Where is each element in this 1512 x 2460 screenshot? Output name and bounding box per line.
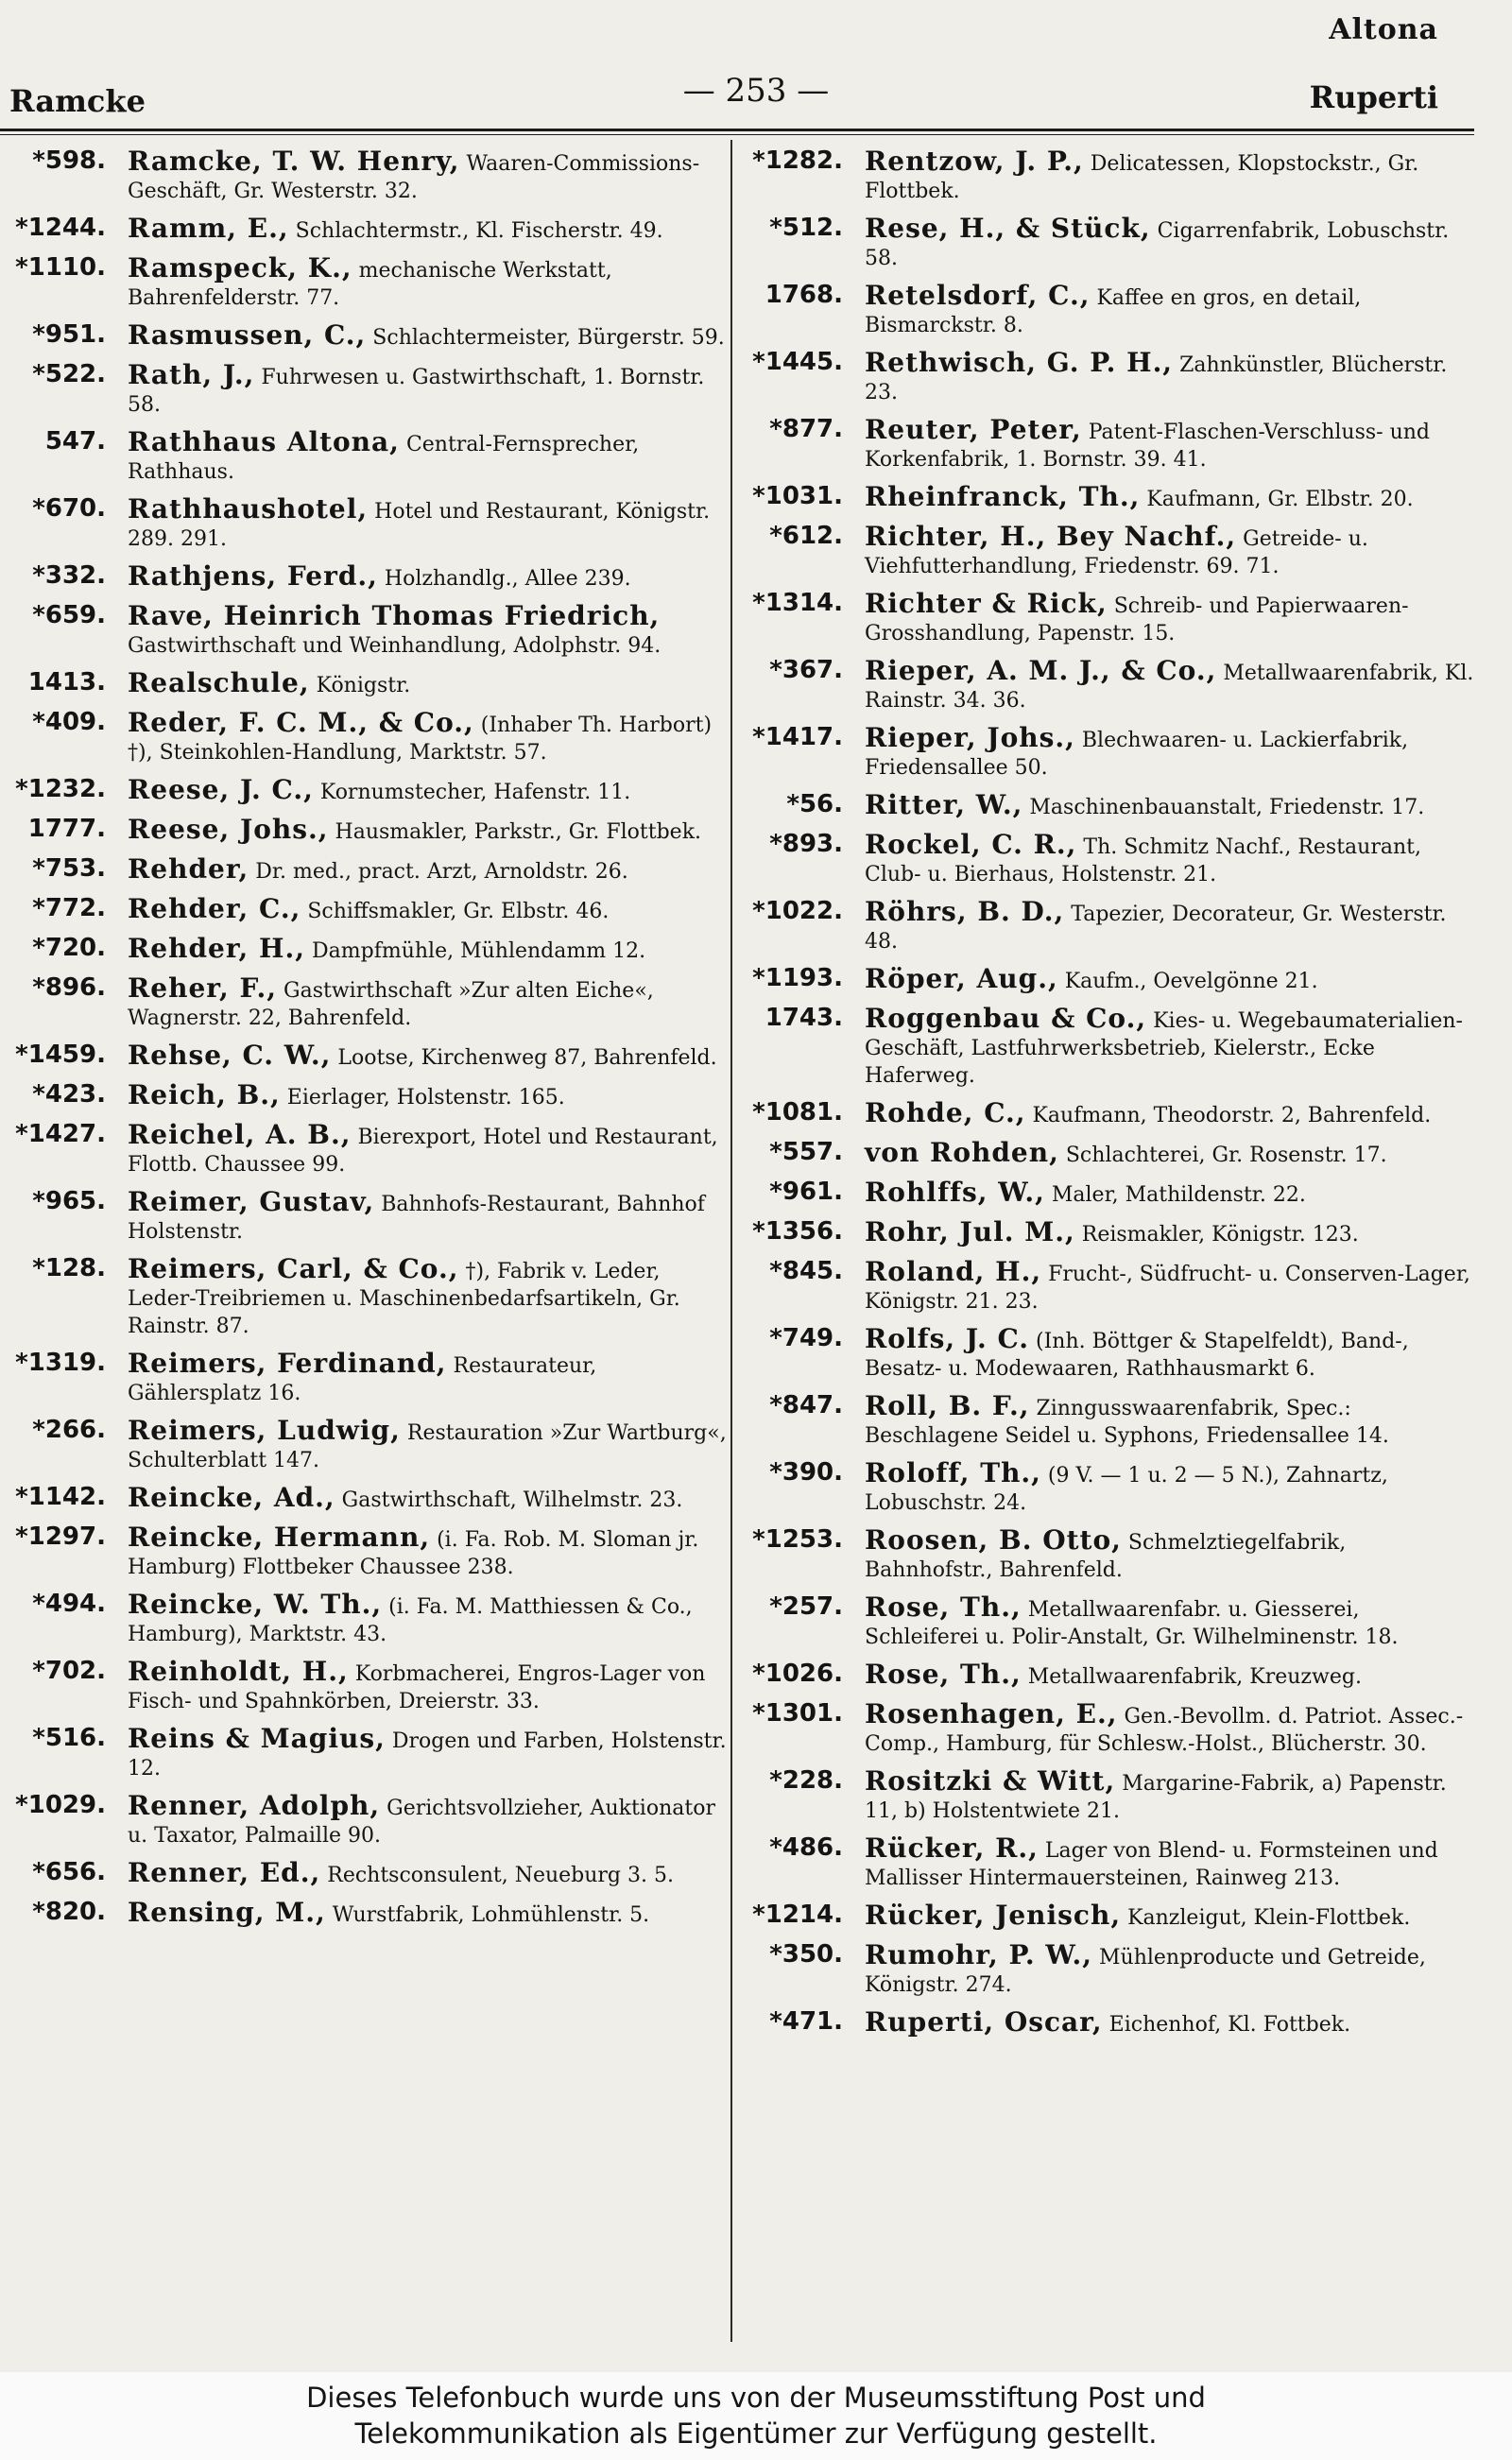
subscriber-name: Rose, Th.,	[865, 1659, 1022, 1690]
subscriber-name: Rathhaus Altona,	[128, 426, 400, 457]
subscriber-details: †), Fabrik v. Leder, Leder-Treibriemen u. Maschinenbedarfsartikeln, Gr. Rainstr. 87.	[128, 1260, 680, 1338]
subscriber-details: Waaren-Commissions-Geschäft, Gr. Westerstr. 32.	[128, 152, 700, 203]
subscriber-details: Th. Schmitz Nachf., Restaurant, Club- u. Bierhaus, Holstenstr. 21.	[865, 835, 1421, 886]
directory-entry	[0, 495, 728, 553]
directory-entry	[737, 147, 1474, 205]
subscriber-details: Fuhrwesen u. Gastwirthschaft, 1. Bornstr. 58.	[128, 366, 705, 417]
directory-entry	[0, 1081, 728, 1111]
subscriber-details: Rechtsconsulent, Neueburg 3. 5.	[327, 1864, 674, 1887]
phone-number: *896.	[32, 973, 106, 1002]
directory-entry	[0, 1484, 728, 1514]
directory-entry	[0, 254, 728, 312]
footer-line-1: Dieses Telefonbuch wurde uns von der Museumsstiftung Post und	[306, 2382, 1206, 2414]
subscriber-name: Richter & Rick,	[865, 588, 1108, 619]
directory-entry	[0, 974, 728, 1032]
phone-number: *659.	[32, 601, 106, 629]
directory-entry	[737, 657, 1474, 714]
subscriber-name: Renner, Ed.,	[128, 1857, 321, 1888]
subscriber-name: Retelsdorf, C.,	[865, 280, 1091, 311]
phone-number: *1031.	[752, 482, 843, 510]
phone-number: 1413.	[27, 668, 106, 697]
directory-entry	[737, 724, 1474, 782]
phone-number: *409.	[32, 708, 106, 736]
subscriber-name: Reichel, A. B.,	[128, 1119, 352, 1150]
subscriber-details: Kaufmann, Gr. Elbstr. 20.	[1146, 488, 1414, 511]
phone-number: *656.	[32, 1858, 106, 1886]
phone-number: *893.	[769, 830, 843, 858]
subscriber-details: Gerichtsvollzieher, Auktionator u. Taxator, Palmaille 90.	[128, 1797, 715, 1848]
subscriber-details: Kanzleigut, Klein-Flottbek.	[1127, 1906, 1411, 1930]
subscriber-details: Korbmacherei, Engros-Lager von Fisch- und Spahnkörben, Dreierstr. 33.	[128, 1662, 706, 1713]
directory-entry	[737, 215, 1474, 272]
subscriber-details: Metallwaarenfabrik, Kl. Rainstr. 34. 36.	[865, 662, 1474, 713]
directory-entry	[0, 1350, 728, 1407]
page-number: — 253 —	[682, 72, 830, 110]
subscriber-details: Schlachtermeister, Bürgerstr. 59.	[372, 326, 725, 350]
subscriber-name: Roland, H.,	[865, 1256, 1042, 1287]
phone-number: *877.	[769, 415, 843, 443]
subscriber-details: Kaffee en gros, en detail, Bismarckstr. 8.	[865, 286, 1362, 337]
subscriber-name: Rheinfranck, Th.,	[865, 481, 1141, 512]
phone-number: *845.	[769, 1257, 843, 1285]
subscriber-details: Lootse, Kirchenweg 87, Bahrenfeld.	[337, 1046, 717, 1070]
phone-number: *1301.	[752, 1699, 843, 1728]
directory-entry	[737, 523, 1474, 580]
column-divider	[730, 140, 732, 2342]
directory-entry	[0, 1121, 728, 1178]
directory-entry	[0, 1899, 728, 1929]
phone-number: *1232.	[15, 775, 106, 803]
subscriber-name: Röhrs, B. D.,	[865, 896, 1065, 927]
subscriber-name: Reincke, W. Th.,	[128, 1589, 383, 1620]
phone-number: *257.	[769, 1592, 843, 1621]
subscriber-details: Schmelztiegelfabrik, Bahnhofstr., Bahrenfeld.	[865, 1531, 1347, 1582]
subscriber-name: Reder, F. C. M., & Co.,	[128, 707, 474, 738]
phone-number: *1282.	[752, 146, 843, 175]
subscriber-name: Reins & Magius,	[128, 1723, 386, 1754]
subscriber-name: Rohr, Jul. M.,	[865, 1216, 1075, 1247]
directory-entry	[0, 895, 728, 925]
phone-number: *128.	[32, 1254, 106, 1282]
directory-entry	[737, 1700, 1474, 1758]
subscriber-name: Rositzki & Witt,	[865, 1765, 1116, 1797]
subscriber-name: Rose, Th.,	[865, 1591, 1022, 1623]
phone-number: *1314.	[752, 589, 843, 617]
subscriber-name: Roll, B. F.,	[865, 1390, 1030, 1421]
phone-number: *1253.	[752, 1525, 843, 1554]
directory-entry	[737, 1218, 1474, 1248]
subscriber-details: Schiffsmakler, Gr. Elbstr. 46.	[307, 900, 610, 923]
directory-entry	[0, 855, 728, 886]
phone-number: *772.	[32, 894, 106, 922]
directory-entry	[0, 1725, 728, 1782]
subscriber-name: von Rohden,	[865, 1137, 1059, 1168]
subscriber-details: (9 V. — 1 u. 2 — 5 N.), Zahnartz, Lobuschstr. 24.	[865, 1464, 1388, 1515]
subscriber-details: (i. Fa. Rob. M. Sloman jr. Hamburg) Flottbeker Chaussee 238.	[128, 1528, 699, 1579]
directory-entry	[0, 147, 728, 205]
phone-number: *390.	[769, 1458, 843, 1487]
subscriber-details: Tapezier, Decorateur, Gr. Westerstr. 48.	[865, 903, 1447, 954]
subscriber-details: Margarine-Fabrik, a) Papenstr. 11, b) Holstentwiete 21.	[865, 1772, 1447, 1823]
subscriber-details: mechanische Werkstatt, Bahrenfelderstr. 77.	[128, 259, 612, 310]
directory-entry	[0, 935, 728, 965]
directory-entry	[737, 791, 1474, 821]
subscriber-name: Rensing, M.,	[128, 1897, 326, 1928]
subscriber-details: Drogen und Farben, Holstenstr. 12.	[128, 1729, 727, 1780]
subscriber-details: Dr. med., pract. Arzt, Arnoldstr. 26.	[255, 860, 628, 884]
phone-number: 1777.	[27, 815, 106, 843]
directory-entry	[737, 831, 1474, 888]
phone-number: *516.	[32, 1724, 106, 1752]
directory-entry	[737, 282, 1474, 339]
subscriber-details: Central-Fernsprecher, Rathhaus.	[128, 433, 640, 484]
phone-number: *56.	[786, 790, 843, 818]
subscriber-details: (Inhaber Th. Harbort) †), Steinkohlen-Handlung, Marktstr. 57.	[128, 714, 713, 765]
subscriber-name: Rücker, Jenisch,	[865, 1900, 1122, 1931]
subscriber-name: Reese, Johs.,	[128, 814, 329, 845]
directory-entry	[737, 2008, 1474, 2039]
subscriber-details: (i. Fa. M. Matthiessen & Co., Hamburg), Marktstr. 43.	[128, 1595, 693, 1646]
subscriber-details: (Inh. Böttger & Stapelfeldt), Band-, Besatz- u. Modewaaren, Rathhausmarkt 6.	[865, 1330, 1409, 1381]
directory-entry	[0, 215, 728, 245]
subscriber-name: Roggenbau & Co.,	[865, 1003, 1147, 1034]
subscriber-name: Rohlffs, W.,	[865, 1177, 1045, 1208]
phone-number: *1214.	[752, 1901, 843, 1929]
subscriber-name: Rosenhagen, E.,	[865, 1698, 1118, 1729]
left-keyword: Ramcke	[9, 83, 146, 119]
subscriber-details: Kaufmann, Theodorstr. 2, Bahrenfeld.	[1032, 1104, 1432, 1127]
phone-number: *1029.	[15, 1791, 106, 1819]
directory-entry	[737, 965, 1474, 995]
directory-entry	[737, 590, 1474, 647]
directory-entry	[0, 602, 728, 660]
phone-number: *1356.	[752, 1217, 843, 1246]
phone-number: *471.	[769, 2007, 843, 2036]
subscriber-details: Holzhandlg., Allee 239.	[384, 567, 631, 591]
subscriber-details: Schlachterei, Gr. Rosenstr. 17.	[1065, 1144, 1387, 1167]
subscriber-details: Schreib- und Papierwaaren-Grosshandlung, Papenstr. 15.	[865, 594, 1409, 645]
phone-number: *720.	[32, 934, 106, 962]
subscriber-name: Reimer, Gustav,	[128, 1186, 375, 1217]
phone-number: *1026.	[752, 1660, 843, 1688]
directory-entry	[737, 1834, 1474, 1892]
subscriber-name: Rockel, C. R.,	[865, 829, 1077, 860]
subscriber-name: Rieper, A. M. J., & Co.,	[865, 655, 1217, 686]
right-column	[737, 147, 1474, 2048]
subscriber-name: Roosen, B. Otto,	[865, 1524, 1122, 1556]
subscriber-details: Kies- u. Wegebaumaterialien-Geschäft, Lastfuhrwerksbetrieb, Kielerstr., Ecke Haferweg.	[865, 1009, 1463, 1088]
subscriber-details: Lager von Blend- u. Formsteinen und Mallisser Hintermauersteinen, Rainweg 213.	[865, 1839, 1438, 1890]
subscriber-name: Ramspeck, K.,	[128, 252, 352, 284]
phone-number: *612.	[769, 522, 843, 550]
subscriber-details: Eichenhof, Kl. Fottbek.	[1108, 2013, 1351, 2037]
subscriber-name: Rath, J.,	[128, 359, 255, 390]
subscriber-name: Rehse, C. W.,	[128, 1040, 332, 1071]
phone-number: 547.	[44, 427, 106, 456]
subscriber-details: Schlachtermstr., Kl. Fischerstr. 49.	[295, 219, 663, 243]
subscriber-name: Ramm, E.,	[128, 213, 289, 244]
subscriber-name: Reich, B.,	[128, 1079, 281, 1110]
phone-number: *557.	[769, 1138, 843, 1166]
subscriber-details: Kornumstecher, Hafenstr. 11.	[319, 781, 631, 804]
subscriber-details: Gastwirthschaft »Zur alten Eiche«, Wagnerstr. 22, Bahrenfeld.	[128, 979, 654, 1030]
subscriber-details: Hotel und Restaurant, Königstr. 289. 291.	[128, 500, 711, 551]
subscriber-name: Rehder,	[128, 853, 249, 885]
phone-number: *1459.	[15, 1041, 106, 1069]
directory-entry	[737, 1099, 1474, 1129]
directory-entry	[0, 1188, 728, 1246]
phone-number: *350.	[769, 1940, 843, 1969]
directory-entry	[0, 1658, 728, 1715]
directory-entry	[737, 1178, 1474, 1209]
subscriber-name: Rehder, H.,	[128, 933, 305, 964]
directory-entry	[737, 1660, 1474, 1691]
subscriber-name: Rathhaushotel,	[128, 493, 369, 525]
subscriber-name: Reincke, Ad.,	[128, 1482, 335, 1513]
directory-entry	[737, 416, 1474, 473]
directory-entry	[0, 776, 728, 806]
subscriber-name: Reese, J. C.,	[128, 774, 314, 805]
phone-number: *1193.	[752, 964, 843, 992]
phone-number: *1022.	[752, 897, 843, 925]
phone-number: *494.	[32, 1590, 106, 1618]
phone-number: *1319.	[15, 1349, 106, 1377]
subscriber-details: Bierexport, Hotel und Restaurant, Flottb. Chaussee 99.	[128, 1126, 718, 1177]
phone-number: *598.	[32, 146, 106, 175]
phone-number: *522.	[32, 360, 106, 388]
directory-entry	[0, 1792, 728, 1849]
header-rule-thin	[0, 134, 1474, 135]
directory-entry	[0, 361, 728, 419]
phone-number: *1110.	[15, 253, 106, 282]
phone-number: *1417.	[752, 723, 843, 751]
subscriber-name: Richter, H., Bey Nachf.,	[865, 521, 1237, 552]
phone-number: *847.	[769, 1391, 843, 1419]
subscriber-name: Ramcke, T. W. Henry,	[128, 146, 460, 177]
directory-entry	[737, 1005, 1474, 1090]
subscriber-details: Dampfmühle, Mühlendamm 12.	[312, 939, 646, 963]
directory-entry	[0, 562, 728, 593]
phone-number: *820.	[32, 1898, 106, 1926]
subscriber-details: Patent-Flaschen-Verschluss- und Korkenfabrik, 1. Bornstr. 39. 41.	[865, 421, 1431, 472]
directory-entry	[0, 1417, 728, 1474]
directory-entry	[737, 349, 1474, 406]
phone-number: 1768.	[765, 281, 843, 309]
subscriber-name: Reimers, Carl, & Co.,	[128, 1253, 459, 1284]
directory-entry	[0, 428, 728, 486]
subscriber-name: Reinholdt, H.,	[128, 1656, 349, 1687]
phone-number: *965.	[32, 1187, 106, 1215]
directory-entry	[0, 1255, 728, 1340]
directory-entry	[737, 1941, 1474, 1999]
subscriber-details: Mühlenproducte und Getreide, Königstr. 274.	[865, 1946, 1426, 1997]
directory-entry	[737, 483, 1474, 513]
directory-entry	[737, 1258, 1474, 1316]
phone-number: *332.	[32, 561, 106, 590]
subscriber-details: Hausmakler, Parkstr., Gr. Flottbek.	[335, 820, 702, 844]
subscriber-name: Röper, Aug.,	[865, 963, 1058, 994]
phone-number: *266.	[32, 1416, 106, 1444]
subscriber-details: Getreide- u. Viehfutterhandlung, Friedenstr. 69. 71.	[865, 527, 1368, 578]
subscriber-details: Delicatessen, Klopstockstr., Gr. Flottbek.	[865, 152, 1419, 203]
directory-entry	[737, 1767, 1474, 1825]
subscriber-details: Gen.-Bevollm. d. Patriot. Assec.-Comp., Hamburg, für Schlesw.-Holst., Blücherstr. 30.	[865, 1705, 1464, 1756]
subscriber-name: Rohde, C.,	[865, 1097, 1026, 1128]
phone-number: *670.	[32, 494, 106, 523]
subscriber-details: Restaurateur, Gählersplatz 16.	[128, 1354, 597, 1405]
directory-entry	[0, 1041, 728, 1072]
phone-number: *423.	[32, 1080, 106, 1109]
subscriber-details: Königstr.	[316, 674, 411, 697]
subscriber-details: Reismakler, Königstr. 123.	[1081, 1223, 1359, 1247]
subscriber-name: Reimers, Ludwig,	[128, 1415, 401, 1446]
subscriber-details: Bahnhofs-Restaurant, Bahnhof Holstenstr.	[128, 1193, 705, 1244]
subscriber-name: Reher, F.,	[128, 972, 278, 1004]
directory-entry	[0, 1859, 728, 1889]
subscriber-details: Restauration »Zur Wartburg«, Schulterblatt 147.	[128, 1421, 727, 1472]
subscriber-details: Gastwirthschaft und Weinhandlung, Adolphstr. 94.	[128, 634, 662, 658]
subscriber-details: Kaufm., Oevelgönne 21.	[1064, 970, 1318, 993]
phone-number: *753.	[32, 854, 106, 883]
subscriber-details: Zinngusswaarenfabrik, Spec.: Beschlagene Seidel u. Syphons, Friedensallee 14.	[865, 1397, 1389, 1448]
directory-entry	[737, 1139, 1474, 1169]
subscriber-name: Rathjens, Ferd.,	[128, 560, 378, 592]
subscriber-details: Eierlager, Holstenstr. 165.	[286, 1086, 565, 1110]
directory-entry	[0, 816, 728, 846]
directory-entry	[0, 1523, 728, 1581]
directory-entry	[0, 321, 728, 352]
directory-entry	[737, 898, 1474, 955]
phone-number: *228.	[769, 1766, 843, 1795]
subscriber-name: Rieper, Johs.,	[865, 722, 1075, 753]
phone-number: *512.	[769, 214, 843, 242]
subscriber-name: Rave, Heinrich Thomas Friedrich,	[128, 600, 661, 631]
subscriber-name: Ritter, W.,	[865, 789, 1023, 820]
phone-number: *486.	[769, 1833, 843, 1862]
header-rule	[0, 129, 1474, 131]
subscriber-details: Wurstfabrik, Lohmühlenstr. 5.	[332, 1903, 650, 1927]
subscriber-details: Cigarrenfabrik, Lobuschstr. 58.	[865, 219, 1450, 270]
subscriber-details: Frucht-, Südfrucht- u. Conserven-Lager, Königstr. 21. 23.	[865, 1263, 1470, 1314]
phone-number: *367.	[769, 656, 843, 684]
subscriber-details: Maler, Mathildenstr. 22.	[1051, 1183, 1306, 1207]
subscriber-name: Rasmussen, C.,	[128, 319, 367, 351]
directory-entry	[737, 1325, 1474, 1383]
phone-number: *1081.	[752, 1098, 843, 1127]
phone-number: *1297.	[15, 1522, 106, 1551]
subscriber-name: Rolfs, J. C.	[865, 1323, 1029, 1354]
subscriber-name: Reimers, Ferdinand,	[128, 1348, 447, 1379]
phone-number: *1142.	[15, 1483, 106, 1511]
subscriber-name: Rücker, R.,	[865, 1832, 1039, 1864]
subscriber-details: Zahnkünstler, Blücherstr. 23.	[865, 353, 1448, 404]
region-heading: Altona	[1329, 13, 1438, 46]
directory-entry	[737, 1526, 1474, 1584]
subscriber-name: Realschule,	[128, 667, 310, 698]
subscriber-name: Reuter, Peter,	[865, 414, 1082, 445]
phone-number: *702.	[32, 1657, 106, 1685]
subscriber-name: Rese, H., & Stück,	[865, 213, 1151, 244]
subscriber-details: Blechwaaren- u. Lackierfabrik, Friedensallee 50.	[865, 729, 1409, 780]
left-column	[0, 147, 728, 1938]
subscriber-details: Metallwaarenfabrik, Kreuzweg.	[1027, 1665, 1362, 1689]
subscriber-name: Roloff, Th.,	[865, 1457, 1041, 1488]
phone-number: 1743.	[765, 1004, 843, 1032]
subscriber-name: Rumohr, P. W.,	[865, 1939, 1092, 1970]
directory-entry	[0, 669, 728, 699]
phone-number: *961.	[769, 1178, 843, 1206]
directory-entry	[737, 1392, 1474, 1450]
directory-entry	[737, 1459, 1474, 1517]
subscriber-details: Gastwirthschaft, Wilhelmstr. 23.	[341, 1488, 683, 1512]
directory-entry	[737, 1593, 1474, 1651]
phone-number: *1244.	[15, 214, 106, 242]
subscriber-name: Renner, Adolph,	[128, 1790, 381, 1821]
subscriber-details: Maschinenbauanstalt, Friedenstr. 17.	[1029, 796, 1425, 819]
directory-entry	[0, 1591, 728, 1648]
phone-number: *1427.	[15, 1120, 106, 1148]
subscriber-name: Ruperti, Oscar,	[865, 2006, 1103, 2038]
footer-line-2: Telekommunikation als Eigentümer zur Verfügung gestellt.	[354, 2417, 1158, 2450]
footer-note	[0, 2372, 1512, 2460]
phone-number: *749.	[769, 1324, 843, 1352]
subscriber-name: Rentzow, J. P.,	[865, 146, 1084, 177]
directory-entry	[737, 1901, 1474, 1932]
right-keyword: Ruperti	[1309, 79, 1438, 115]
subscriber-details: Metallwaarenfabr. u. Giesserei, Schleiferei u. Polir-Anstalt, Gr. Wilhelminenstr. 18.	[865, 1598, 1399, 1649]
directory-entry	[0, 709, 728, 766]
subscriber-name: Rethwisch, G. P. H.,	[865, 347, 1174, 378]
subscriber-name: Rehder, C.,	[128, 893, 301, 924]
phone-number: *1445.	[752, 348, 843, 376]
subscriber-name: Reincke, Hermann,	[128, 1522, 431, 1553]
phone-number: *951.	[32, 320, 106, 349]
